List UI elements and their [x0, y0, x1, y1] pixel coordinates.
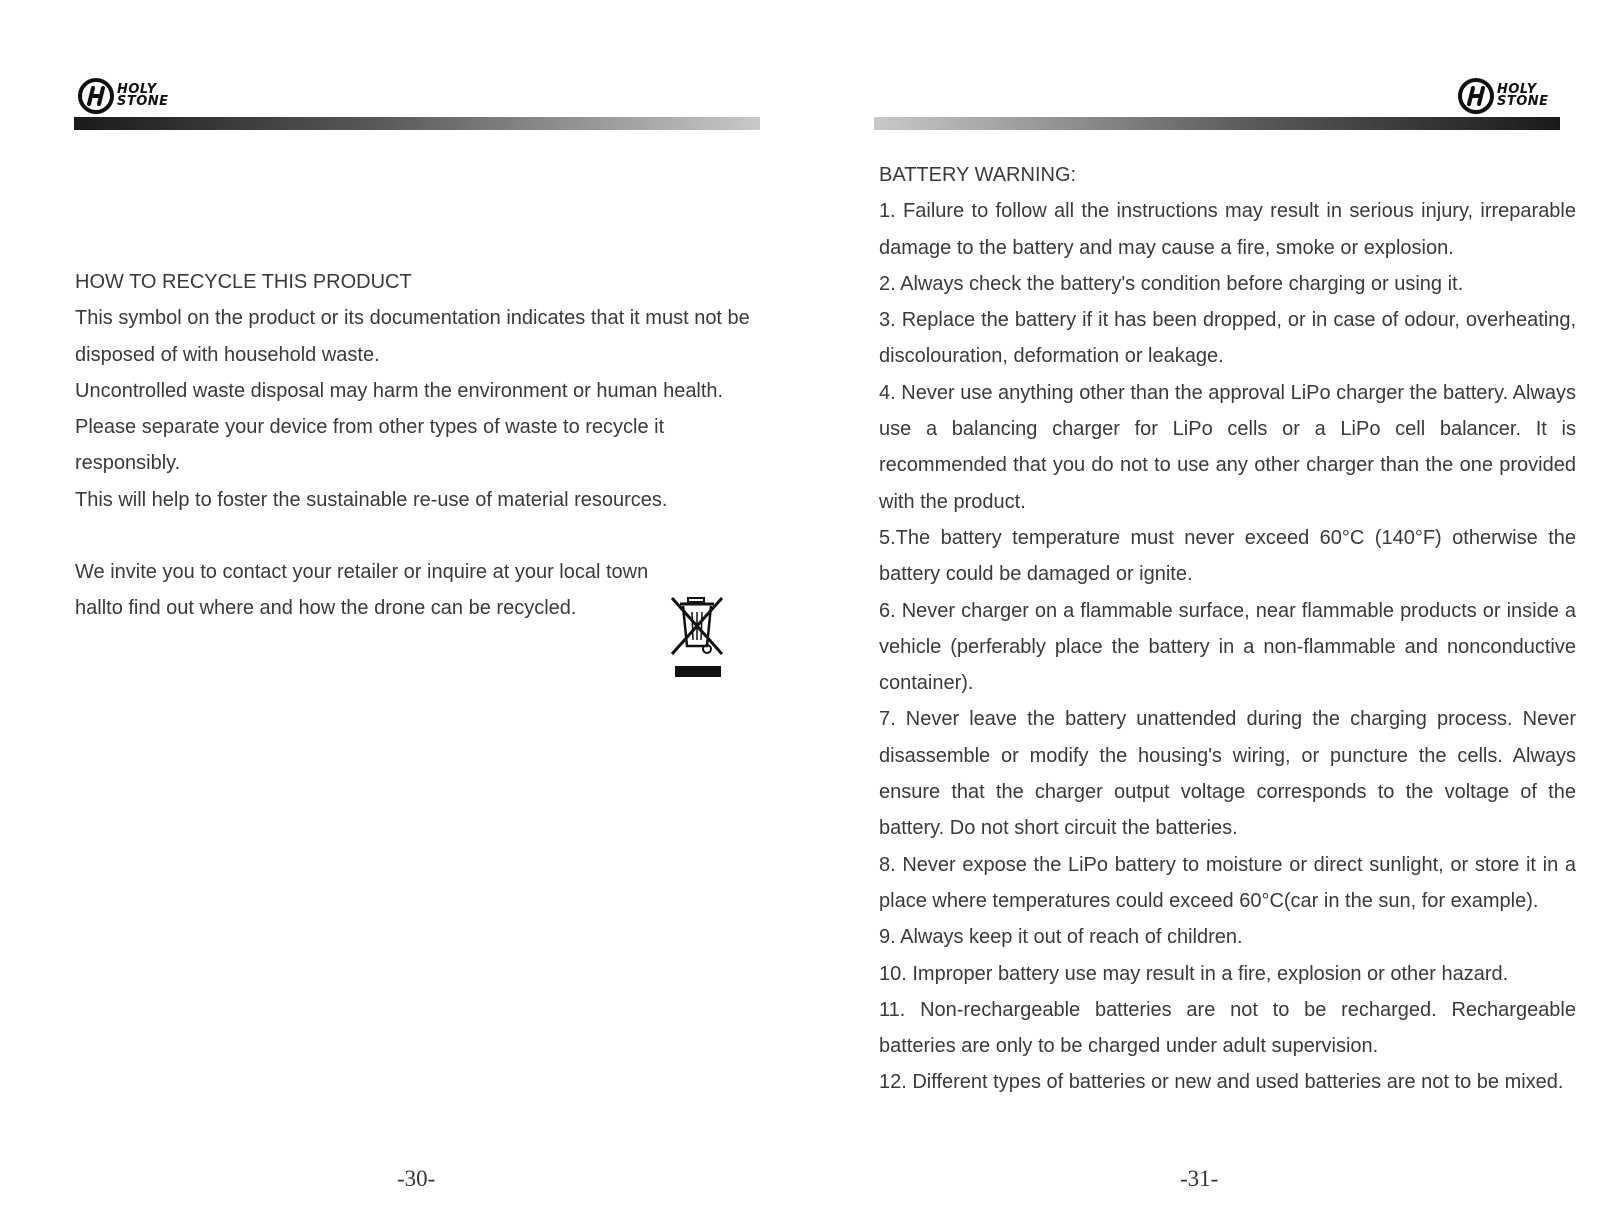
header-rule [74, 117, 760, 130]
holy-stone-logo-icon [78, 78, 114, 114]
page-number: -31- [1180, 1166, 1219, 1191]
recycle-section [75, 264, 765, 627]
battery-warning-section [879, 157, 1576, 1101]
warning-item: 2. Always check the battery's condition before charging or using it. [879, 272, 1464, 295]
holy-stone-logo-icon [1458, 78, 1494, 114]
warning-item: 3. Replace the battery if it has been dropped, or in case of odour, overheating, discolouration, deformation or leakage. [879, 309, 1576, 368]
warning-item: 11. Non-rechargeable batteries are not to be recharged. Rechargeable batteries are only to be charged under adult supervision. [879, 998, 1576, 1058]
holy-stone-logo [78, 78, 169, 114]
holy-stone-logo [1458, 78, 1549, 114]
recycle-paragraph: This symbol on the product or its documentation indicates that it must not be disposed of with household waste. [75, 307, 750, 366]
right-page [810, 0, 1621, 1224]
logo-line1: HOLY [117, 82, 157, 97]
crossed-out-wheelie-bin-icon [670, 596, 724, 678]
recycle-heading: HOW TO RECYCLE THIS PRODUCT [75, 271, 412, 293]
battery-warning-heading: BATTERY WARNING: [879, 164, 1077, 186]
warning-item: 1. Failure to follow all the instructions may result in serious injury, irreparable damage to the battery and may cause a fire, smoke or explosion. [879, 200, 1576, 259]
warning-item: 10. Improper battery use may result in a fire, explosion or other hazard. [879, 962, 1509, 985]
logo-wordmark [117, 84, 169, 108]
warning-item: 8. Never expose the LiPo battery to moisture or direct sunlight, or store it in a place where temperatures could exceed 60°C(car in the sun, for example). [879, 853, 1576, 912]
warning-item: 7. Never leave the battery unattended during the charging process. Never disassemble or modify the housing's wiring, or puncture the cells. Always ensure that the charger output voltage corresponds to the voltage of the battery. Do not short circuit the batteries. [879, 708, 1576, 840]
logo-line2: STONE [1497, 94, 1549, 109]
logo-line2: STONE [117, 94, 169, 109]
warning-item: 9. Always keep it out of reach of children. [879, 926, 1243, 949]
warning-item: 6. Never charger on a flammable surface, near flammable products or inside a vehicle (perferably place the battery in a non-flammable and nonconductive container). [879, 599, 1576, 695]
warning-item: 5.The battery temperature must never exceed 60°C (140°F) otherwise the battery could be damaged or ignite. [879, 526, 1576, 586]
left-page [0, 0, 810, 1224]
recycle-paragraph: This will help to foster the sustainable re-use of material resources. [75, 488, 668, 511]
page-number: -30- [397, 1166, 436, 1191]
header-rule [874, 117, 1560, 130]
warning-item: 12. Different types of batteries or new and used batteries are not to be mixed. [879, 1071, 1564, 1094]
recycle-contact: We invite you to contact your retailer or inquire at your local town hallto find out where and how the drone can be recycled. [75, 561, 649, 620]
logo-wordmark [1497, 84, 1549, 108]
recycle-paragraph: Uncontrolled waste disposal may harm the environment or human health. Please separate your device from other types of waste to recycle it responsibly. [75, 379, 724, 475]
logo-line1: HOLY [1497, 82, 1537, 97]
warning-item: 4. Never use anything other than the approval LiPo charger the battery. Always use a balancing charger for LiPo cells or a LiPo cell balancer. It is recommended that you do not to use any other charger than the one provided with the product. [879, 381, 1576, 513]
